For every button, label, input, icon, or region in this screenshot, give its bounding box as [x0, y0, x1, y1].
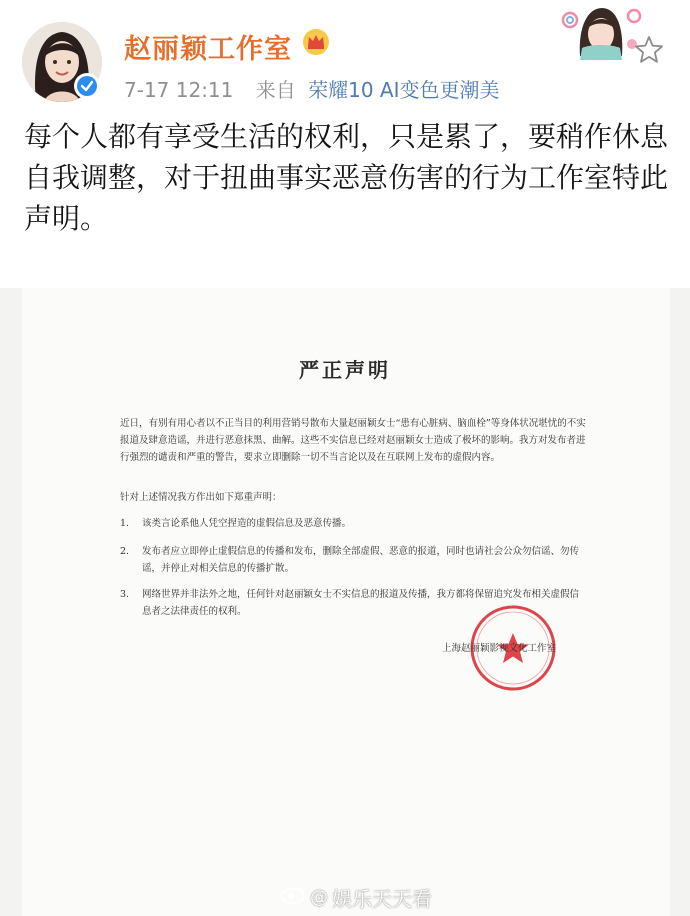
statement-signature: 上海赵丽颖影视文化工作室	[442, 643, 557, 654]
statement-item	[120, 543, 586, 577]
statement-title: 严正声明	[299, 358, 391, 382]
item-number: 3.	[120, 589, 130, 600]
watermark	[280, 883, 432, 912]
item-text: 网络世界并非法外之地，任何针对赵丽颖女士不实信息的报道及传播，我方都将保留追究发布相关虚假信息者之法律责任的权利。	[142, 589, 580, 617]
item-text: 该类言论系他人凭空捏造的虚假信息及恶意传播。	[142, 518, 352, 529]
crown-icon	[302, 28, 330, 60]
watermark-text: 娱乐天天看	[332, 887, 432, 911]
source-label: 来自	[255, 78, 296, 102]
device-link[interactable]: 荣耀10 AI变色更潮美	[308, 78, 500, 102]
statement-body: 近日，有别有用心者以不正当目的利用营销号散布大量赵丽颖女士“患有心脏病、脑血栓”等身体状况堪忧的不实报道及肆意造谣，并进行恶意抹黑、曲解。这些不实信息已经对赵丽颖女士造成了极坏的影响。我方对发布者进行强烈的谴责和严重的警告，要求立即删除一切不当言论以及在互联网上发布的虚假内容。	[120, 418, 586, 463]
statement-item	[120, 515, 586, 532]
verified-check-icon	[74, 73, 100, 99]
post-time: 7-17 12:11	[124, 78, 234, 102]
item-number: 2.	[120, 546, 130, 557]
item-text: 发布者应立即停止虚假信息的传播和发布，删除全部虚假、恶意的报道，同时也请社会公众勿信谣、勿传谣，并停止对相关信息的传播扩散。	[142, 546, 580, 574]
weibo-eye-icon	[280, 885, 306, 910]
post-text: 每个人都有享受生活的权利，只是累了，要稍作休息自我调整，对于扭曲事实恶意伤害的行为工作室特此声明。	[24, 120, 669, 235]
item-number: 1.	[120, 518, 130, 529]
star-outline-icon[interactable]	[634, 35, 664, 69]
statement-intro: 针对上述情况我方作出如下郑重声明：	[120, 492, 282, 503]
watermark-at: @	[310, 887, 328, 908]
sticker-icon	[560, 4, 644, 64]
post-meta	[124, 74, 500, 103]
username[interactable]: 赵丽颖工作室	[124, 34, 292, 65]
